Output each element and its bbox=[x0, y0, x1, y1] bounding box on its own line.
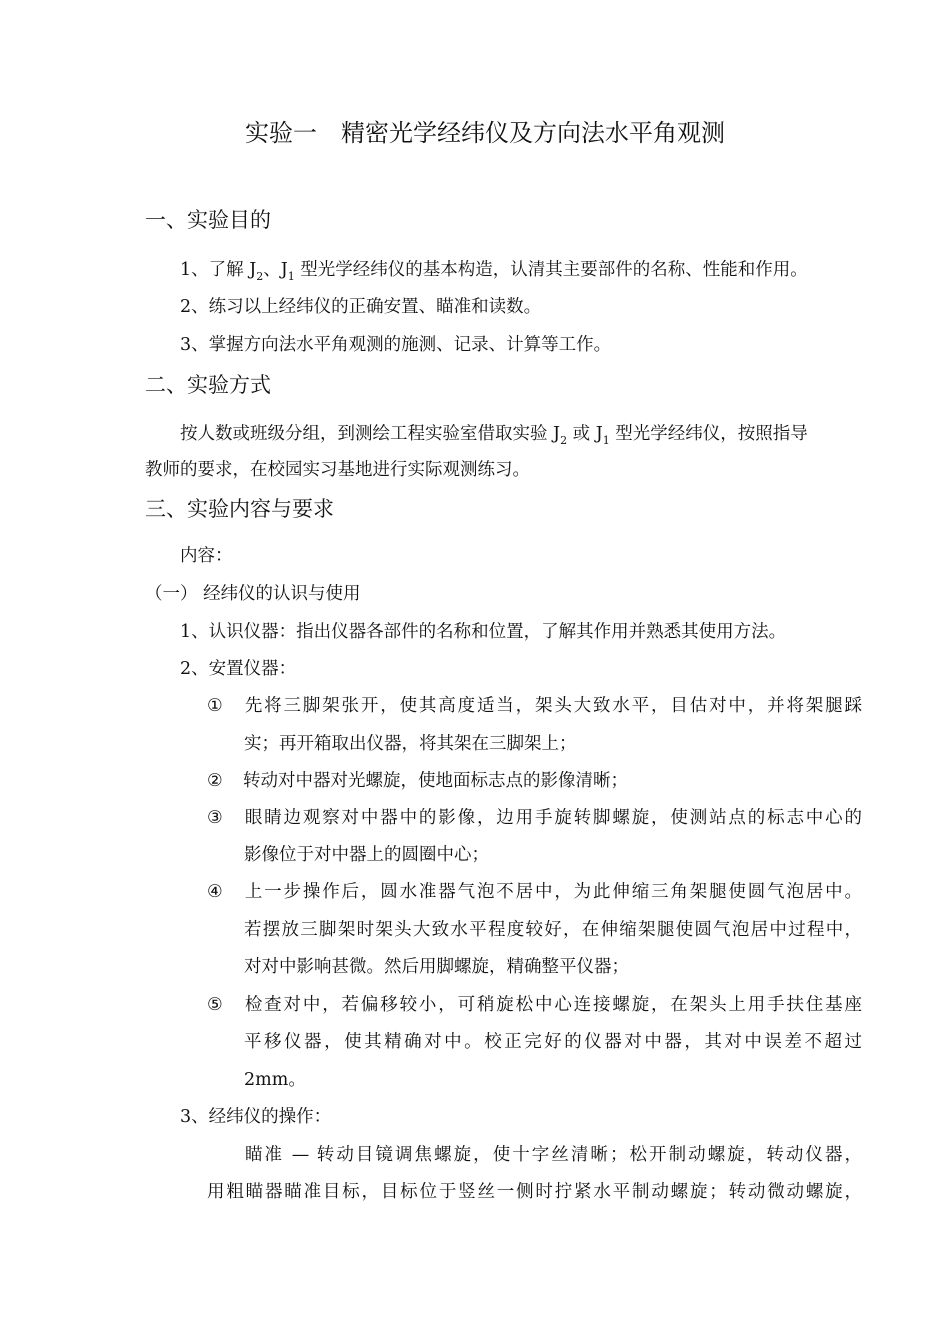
step-4-line-2: 若摆放三脚架时架头大致水平程度较好，在伸缩架腿使圆气泡居中过程中， bbox=[244, 920, 862, 940]
step-5-line-3: 2mm。 bbox=[244, 1070, 306, 1090]
content-item-3: 3、经纬仪的操作： bbox=[180, 1107, 332, 1127]
step-2-line-1: 转动对中器对光螺旋，使地面标志点的影像清晰； bbox=[243, 771, 628, 791]
objective-item-2: 2、练习以上经纬仪的正确安置、瞄准和读数。 bbox=[180, 297, 542, 317]
objective-item-1 bbox=[180, 260, 808, 283]
objective-item-1-text-a: 1、了解 J bbox=[180, 260, 257, 280]
step-3-line-2: 影像位于对中器上的圆圈中心； bbox=[244, 845, 489, 865]
method-paragraph-line-2: 教师的要求，在校园实习基地进行实际观测练习。 bbox=[145, 460, 530, 480]
step-3-line-1: 眼睛边观察对中器中的影像，边用手旋转脚螺旋，使测站点的标志中心的 bbox=[243, 808, 862, 828]
step-1-line-2: 实；再开箱取出仪器，将其架在三脚架上； bbox=[244, 734, 577, 754]
step-5-number: ⑤ bbox=[207, 995, 223, 1015]
step-3-number: ③ bbox=[207, 808, 223, 828]
step-2-number: ② bbox=[207, 771, 223, 791]
step-1 bbox=[207, 698, 862, 716]
step-2 bbox=[207, 773, 628, 791]
step-5-line-1: 检查对中，若偏移较小，可稍旋松中心连接螺旋，在架头上用手扶住基座 bbox=[243, 995, 862, 1015]
subsection-heading-1: （一） 经纬仪的认识与使用 bbox=[145, 584, 361, 604]
page-title: 实验一 精密光学经纬仪及方向法水平角观测 bbox=[245, 119, 725, 147]
aiming-line-2: 用粗瞄器瞄准目标，目标位于竖丝一侧时拧紧水平制动螺旋；转动微动螺旋， bbox=[207, 1182, 862, 1202]
step-5 bbox=[207, 997, 862, 1015]
objective-item-1-text-c: 型光学经纬仪的基本构造，认清其主要部件的名称、性能和作用。 bbox=[294, 260, 808, 280]
objective-item-1-sub-2: 1 bbox=[287, 270, 295, 283]
section-heading-objective: 一、实验目的 bbox=[145, 208, 271, 232]
step-4 bbox=[207, 884, 862, 902]
objective-item-3: 3、掌握方向法水平角观测的施测、记录、计算等工作。 bbox=[180, 335, 612, 355]
method-text-b: 或 J bbox=[567, 424, 603, 444]
method-text-a: 按人数或班级分组，到测绘工程实验室借取实验 J bbox=[180, 424, 561, 444]
step-1-number: ① bbox=[207, 696, 223, 716]
aiming-line-1: 瞄准 — 转动目镜调焦螺旋，使十字丝清晰；松开制动螺旋，转动仪器， bbox=[245, 1145, 862, 1165]
method-text-c: 型光学经纬仪，按照指导 bbox=[609, 424, 808, 444]
step-4-line-1: 上一步操作后，圆水准器气泡不居中，为此伸缩三角架腿使圆气泡居中。 bbox=[243, 882, 862, 902]
step-1-line-1: 先将三脚架张开，使其高度适当，架头大致水平，目估对中，并将架腿踩 bbox=[243, 696, 862, 716]
section-heading-method: 二、实验方式 bbox=[145, 373, 271, 397]
content-item-1: 1、认识仪器：指出仪器各部件的名称和位置，了解其作用并熟悉其使用方法。 bbox=[180, 622, 787, 642]
content-item-2: 2、安置仪器： bbox=[180, 659, 297, 679]
step-4-line-3: 对对中影响甚微。然后用脚螺旋，精确整平仪器； bbox=[244, 957, 629, 977]
objective-item-1-sub-1: 2 bbox=[256, 270, 264, 283]
method-sub-1: 2 bbox=[560, 434, 568, 447]
method-paragraph-line-1 bbox=[180, 424, 808, 447]
objective-item-1-text-b: 、J bbox=[263, 260, 288, 280]
step-3 bbox=[207, 810, 862, 828]
section-heading-content: 三、实验内容与要求 bbox=[145, 497, 334, 521]
step-4-number: ④ bbox=[207, 882, 223, 902]
step-5-line-2: 平移仪器，使其精确对中。校正完好的仪器对中器，其对中误差不超过 bbox=[244, 1032, 862, 1052]
method-sub-2: 1 bbox=[602, 434, 610, 447]
content-label: 内容： bbox=[180, 546, 233, 566]
